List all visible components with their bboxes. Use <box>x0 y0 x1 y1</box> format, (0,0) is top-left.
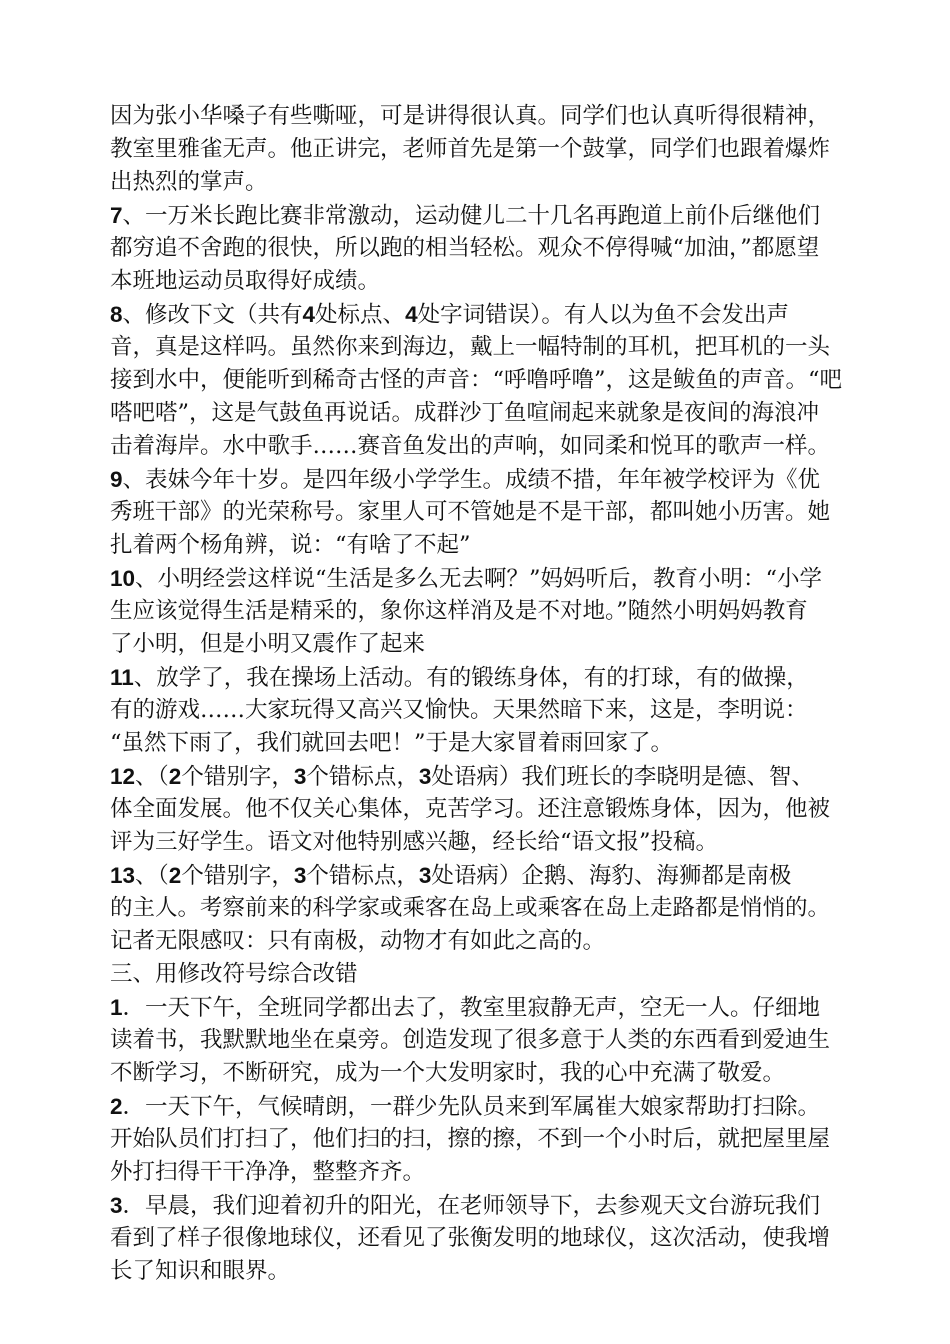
text-segment: 、表妹今年十岁。是四年级小学学生。成绩不措，年年被学校评为《优 <box>122 467 821 493</box>
item-number: 3 <box>293 764 307 789</box>
item-number: 4 <box>302 302 316 327</box>
text-line <box>110 133 862 166</box>
item-number: 2 <box>168 764 182 789</box>
text-segment: 开始队员们打扫了，他们扫的扫，擦的擦，不到一个小时后，就把屋里屋 <box>110 1126 831 1152</box>
text-segment: 了小明，但是小明又震作了起来 <box>110 631 426 657</box>
item-number: 2 <box>168 863 182 888</box>
text-segment: 个错别字， <box>181 764 294 790</box>
item-number: 10 <box>110 566 136 591</box>
text-segment: 秀班干部》的光荣称号。家里人可不管她是不是干部，都叫她小历害。她 <box>110 499 831 525</box>
text-segment: 处语病）我们班长的李晓明是德、智、 <box>431 764 814 790</box>
text-segment: ．早晨，我们迎着初升的阳光，在老师领导下，去参观天文台游玩我们 <box>122 1193 821 1219</box>
text-segment: 击着海岸。水中歌手……赛音鱼发出的声响，如同柔和悦耳的歌声一样。 <box>110 433 831 459</box>
text-segment: 扎着两个杨角辨，说：“有啥了不起” <box>110 532 471 558</box>
text-line <box>110 529 862 562</box>
text-segment: 评为三好学生。语文对他特别感兴趣，经长给“语文报”投稿。 <box>110 829 719 855</box>
text-segment: 看到了样子很像地球仪，还看见了张衡发明的地球仪，这次活动，使我增 <box>110 1225 831 1251</box>
text-segment: 因为张小华嗓子有些嘶哑，可是讲得很认真。同学们也认真听得很精神， <box>110 103 831 129</box>
text-line <box>110 1255 862 1288</box>
text-segment: 长了知识和眼界。 <box>110 1258 291 1284</box>
item-number: 8 <box>110 302 123 327</box>
text-segment: ．一天下午，全班同学都出去了，教室里寂静无声，空无一人。仔细地 <box>122 995 821 1021</box>
text-segment: 体全面发展。他不仅关心集体，克苦学习。还注意锻炼身体，因为，他被 <box>110 796 831 822</box>
text-line <box>110 760 862 793</box>
text-segment: 都穷追不舍跑的很快，所以跑的相当轻松。观众不停得喊“加油，”都愿望 <box>110 235 820 261</box>
text-segment: 记者无限感叹：只有南极，动物才有如此之高的。 <box>110 928 606 954</box>
item-number: 12 <box>110 764 136 789</box>
text-line <box>110 463 862 496</box>
item-number: 3 <box>418 863 432 888</box>
text-line <box>110 1156 862 1189</box>
item-number: 3 <box>418 764 432 789</box>
text-segment: 音，真是这样吗。虽然你来到海边，戴上一幅特制的耳机，把耳机的一头 <box>110 334 831 360</box>
text-segment: 三、用修改符号综合改错 <box>110 961 358 987</box>
item-number: 7 <box>110 203 123 228</box>
text-line <box>110 826 862 859</box>
item-number: 3 <box>293 863 307 888</box>
text-segment: 外打扫得干干净净，整整齐齐。 <box>110 1159 426 1185</box>
item-number: 2 <box>110 1094 123 1119</box>
item-number: 4 <box>405 302 418 327</box>
text-segment: 教室里雅雀无声。他正讲完，老师首先是第一个鼓掌，同学们也跟着爆炸 <box>110 136 831 162</box>
text-line <box>110 265 862 298</box>
text-segment: 、（ <box>135 764 169 790</box>
text-line <box>110 991 862 1024</box>
text-segment: 生应该觉得生活是精采的，象你这样消及是不对地。”随然小明妈妈教育 <box>110 598 808 624</box>
text-line <box>110 628 862 661</box>
text-line <box>110 199 862 232</box>
item-number: 11 <box>110 665 134 690</box>
text-line <box>110 100 862 133</box>
item-number: 9 <box>110 467 123 492</box>
text-segment: 个错标点， <box>306 764 419 790</box>
document-body <box>110 100 862 1288</box>
text-segment: 个错标点， <box>306 863 419 889</box>
text-segment: 、放学了，我在操场上活动。有的锻练身体，有的打球，有的做操， <box>133 665 809 691</box>
text-line <box>110 1090 862 1123</box>
text-line <box>110 232 862 265</box>
text-line <box>110 694 862 727</box>
text-segment: 出热烈的掌声。 <box>110 169 268 195</box>
text-line <box>110 793 862 826</box>
text-line <box>110 661 862 694</box>
text-segment: 个错别字， <box>181 863 294 889</box>
text-line <box>110 166 862 199</box>
text-line <box>110 430 862 463</box>
text-segment: 读着书，我默默地坐在桌旁。创造发现了很多意于人类的东西看到爱迪生 <box>110 1027 831 1053</box>
text-line <box>110 595 862 628</box>
text-segment: 接到水中，便能听到稀奇古怪的声音：“呼噜呼噜”，这是鲅鱼的声音。“吧 <box>110 367 843 393</box>
item-number: 13 <box>110 863 136 888</box>
text-segment: 、（ <box>135 863 169 889</box>
text-line <box>110 496 862 529</box>
text-line <box>110 727 862 760</box>
text-line <box>110 859 862 892</box>
text-segment: 处标点、 <box>315 302 406 328</box>
text-line <box>110 958 862 991</box>
text-segment: 有的游戏……大家玩得又高兴又愉快。天果然暗下来，这是，李明说： <box>110 697 808 723</box>
text-segment: 、小明经尝这样说“生活是多么无去啊？”妈妈听后，教育小明：“小学 <box>135 566 823 592</box>
text-line <box>110 562 862 595</box>
text-line <box>110 925 862 958</box>
item-number: 3 <box>110 1193 123 1218</box>
text-line <box>110 892 862 925</box>
text-line <box>110 1057 862 1090</box>
text-segment: 、修改下文（共有 <box>122 302 303 328</box>
text-line <box>110 1189 862 1222</box>
text-segment: 的主人。考察前来的科学家或乘客在岛上或乘客在岛上走路都是悄悄的。 <box>110 895 831 921</box>
text-line <box>110 331 862 364</box>
text-line <box>110 1222 862 1255</box>
text-segment: “虽然下雨了，我们就回去吧！”于是大家冒着雨回家了。 <box>110 730 674 756</box>
text-segment: 处语病）企鹅、海豹、海狮都是南极 <box>431 863 792 889</box>
text-segment: 、一万米长跑比赛非常激动，运动健儿二十几名再跑道上前仆后继他们 <box>122 203 821 229</box>
text-line <box>110 1123 862 1156</box>
text-segment: 处字词错误）。有人以为鱼不会发出声 <box>417 302 789 328</box>
text-line <box>110 397 862 430</box>
item-number: 1 <box>110 995 123 1020</box>
text-line <box>110 364 862 397</box>
text-segment: 嗒吧嗒”，这是气鼓鱼再说话。成群沙丁鱼喧闹起来就象是夜间的海浪冲 <box>110 400 820 426</box>
text-line <box>110 298 862 331</box>
text-segment: ．一天下午，气候晴朗，一群少先队员来到军属崔大娘家帮助打扫除。 <box>122 1094 821 1120</box>
text-line <box>110 1024 862 1057</box>
text-segment: 不断学习，不断研究，成为一个大发明家时，我的心中充满了敬爱。 <box>110 1060 786 1086</box>
text-segment: 本班地运动员取得好成绩。 <box>110 268 381 294</box>
